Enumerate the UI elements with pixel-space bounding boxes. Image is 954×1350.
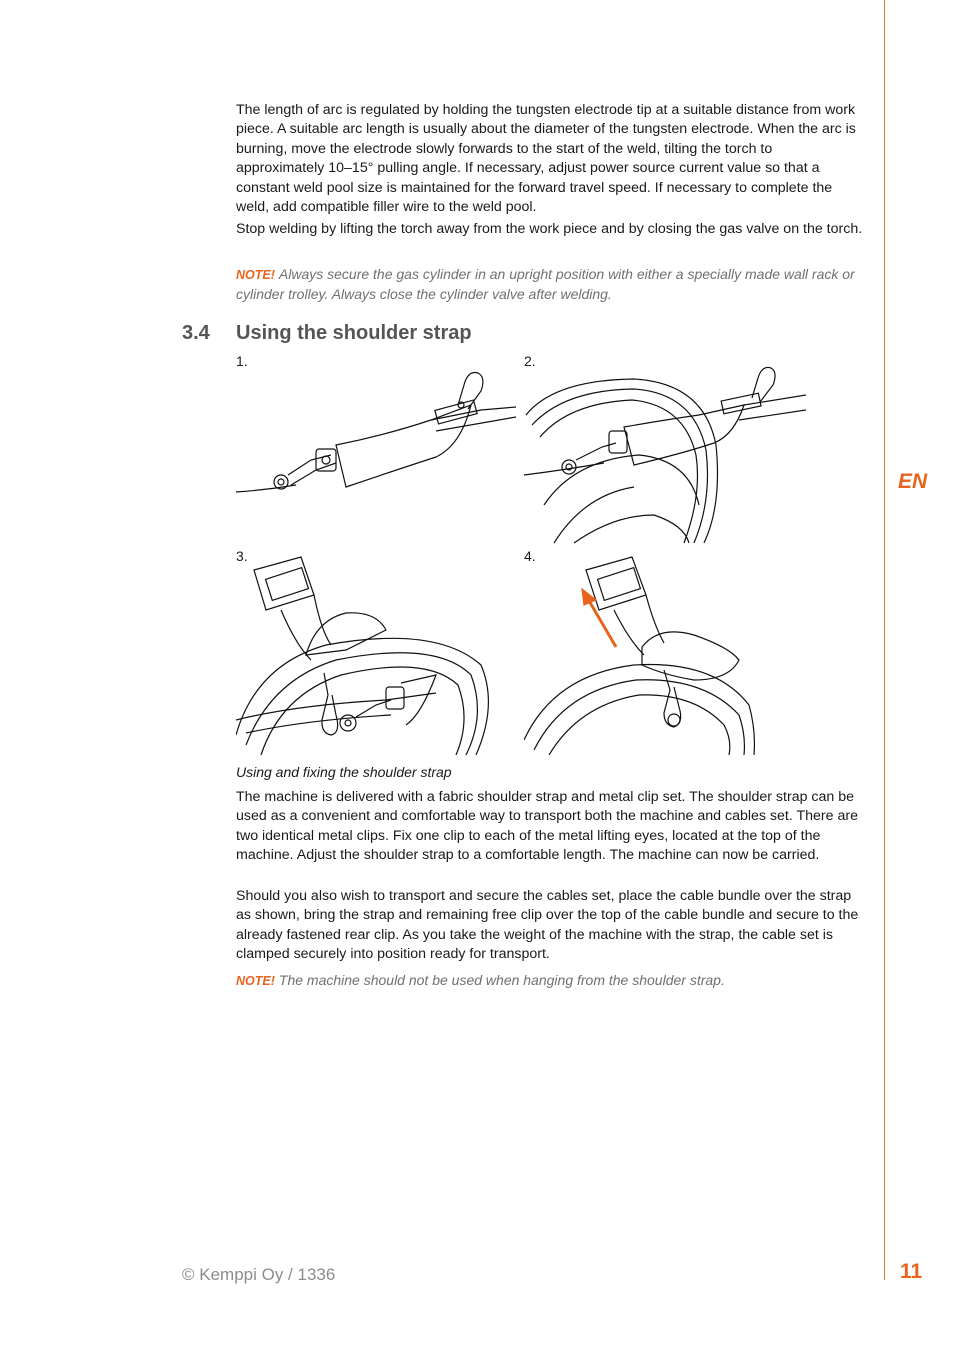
section-number: 3.4	[182, 322, 210, 344]
figure-caption: Using and fixing the shoulder strap	[236, 764, 452, 780]
side-rule	[884, 0, 885, 1280]
figure-strap-clip	[236, 365, 516, 500]
note-text: The machine should not be used when hanging from the shoulder strap.	[278, 972, 725, 988]
note-label: NOTE!	[236, 974, 275, 988]
figure-cable-over-strap	[524, 365, 806, 545]
figure-label-3: 3.	[236, 548, 248, 564]
language-tab[interactable]: EN	[898, 470, 928, 493]
note-gas-cylinder	[236, 265, 864, 305]
figure-clip-fastened	[524, 555, 758, 755]
footer-copyright: © Kemppi Oy / 1336	[182, 1265, 336, 1284]
figure-strap-over-bundle	[236, 555, 500, 755]
figure-label-4: 4.	[524, 548, 536, 564]
page-number: 11	[900, 1260, 923, 1283]
paragraph-strap-delivery: The machine is delivered with a fabric shoulder strap and metal clip set. The shoulder strap can be used as a convenient and comfortable way to transport both the machine and cables set. There are two identical metal clips. Fix one clip to each of the metal lifting eyes, located at the top of the machine. Adjust the shoulder strap to a comfortable length. The machine can now be carried.	[236, 789, 858, 864]
paragraph-cable-transport: Should you also wish to transport and secure the cables set, place the cable bundle over the strap as shown, bring the strap and remaining free clip over the top of the cable bundle and secure to the already fastened rear clip. As you take the weight of the machine with the strap, the cable set is clamped securely into position ready for transport.	[236, 888, 859, 963]
paragraph-arc-length: The length of arc is regulated by holding the tungsten electrode tip at a suitable distance from work piece. A suitable arc length is usually about the diameter of the tungsten electrode. When the arc is burning, move the electrode slowly forwards to the start of the weld, tilting the torch to approximately 10–15° pulling angle. If necessary, adjust power source current value so that a constant weld pool size is maintained for the forward travel speed. If necessary to complete the weld, add compatible filler wire to the weld pool.	[236, 102, 856, 216]
figure-label-1: 1.	[236, 353, 248, 369]
note-hanging	[236, 971, 864, 991]
note-text: Always secure the gas cylinder in an upright position with either a specially made wall rack or cylinder trolley. Always close the cylinder valve after welding.	[236, 266, 855, 303]
figure-label-2: 2.	[524, 353, 536, 369]
section-heading	[182, 322, 472, 345]
section-title: Using the shoulder strap	[236, 322, 472, 344]
paragraph-stop-welding: Stop welding by lifting the torch away from the work piece and by closing the gas valve on the torch.	[236, 221, 863, 237]
note-label: NOTE!	[236, 268, 275, 282]
